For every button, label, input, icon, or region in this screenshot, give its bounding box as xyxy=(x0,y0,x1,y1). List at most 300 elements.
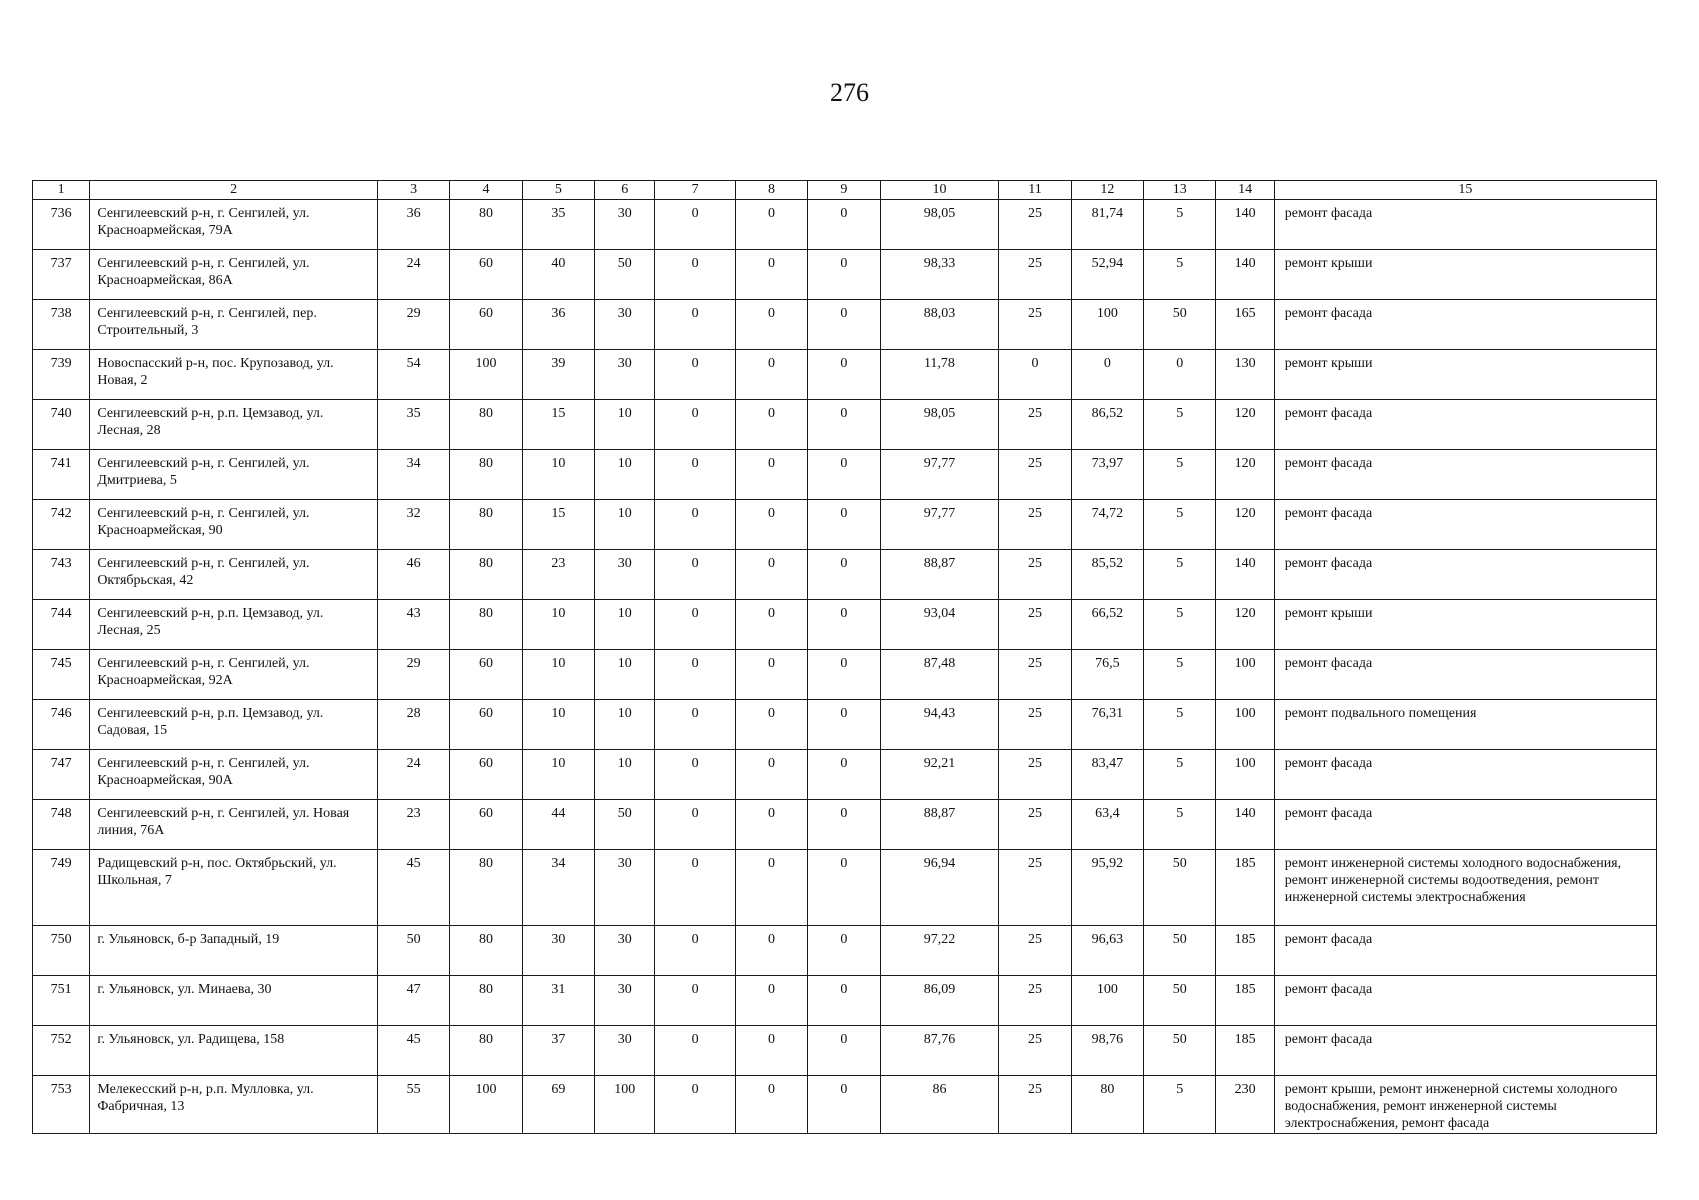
value-cell: 15 xyxy=(522,500,594,550)
value-cell: 93,04 xyxy=(880,600,999,650)
value-cell: 30 xyxy=(595,976,655,1026)
address-cell: Сенгилеевский р-н, г. Сенгилей, ул. Красноармейская, 79А xyxy=(90,200,378,250)
work-type-cell: ремонт фасада xyxy=(1274,976,1656,1026)
value-cell: 98,05 xyxy=(880,200,999,250)
table-row xyxy=(33,250,1657,300)
value-cell: 0 xyxy=(808,650,880,700)
address-cell: Сенгилеевский р-н, г. Сенгилей, ул. Красноармейская, 86А xyxy=(90,250,378,300)
value-cell: 5 xyxy=(1144,650,1216,700)
column-header: 2 xyxy=(90,181,378,200)
work-type-cell: ремонт фасада xyxy=(1274,400,1656,450)
value-cell: 0 xyxy=(735,350,807,400)
column-header: 7 xyxy=(655,181,735,200)
value-cell: 25 xyxy=(999,1076,1071,1134)
value-cell: 5 xyxy=(1144,700,1216,750)
value-cell: 25 xyxy=(999,800,1071,850)
value-cell: 0 xyxy=(735,450,807,500)
value-cell: 25 xyxy=(999,850,1071,926)
value-cell: 30 xyxy=(595,1026,655,1076)
value-cell: 100 xyxy=(450,1076,522,1134)
value-cell: 0 xyxy=(735,500,807,550)
value-cell: 0 xyxy=(735,926,807,976)
value-cell: 140 xyxy=(1216,800,1274,850)
column-header: 14 xyxy=(1216,181,1274,200)
value-cell: 25 xyxy=(999,750,1071,800)
value-cell: 96,94 xyxy=(880,850,999,926)
row-number-cell: 741 xyxy=(33,450,90,500)
value-cell: 25 xyxy=(999,926,1071,976)
value-cell: 87,76 xyxy=(880,1026,999,1076)
value-cell: 44 xyxy=(522,800,594,850)
value-cell: 25 xyxy=(999,200,1071,250)
value-cell: 5 xyxy=(1144,500,1216,550)
value-cell: 0 xyxy=(808,550,880,600)
row-number-cell: 738 xyxy=(33,300,90,350)
address-cell: Сенгилеевский р-н, р.п. Цемзавод, ул. Лесная, 28 xyxy=(90,400,378,450)
table-row xyxy=(33,550,1657,600)
value-cell: 50 xyxy=(1144,926,1216,976)
value-cell: 81,74 xyxy=(1071,200,1143,250)
table-row xyxy=(33,1026,1657,1076)
value-cell: 55 xyxy=(377,1076,449,1134)
value-cell: 80 xyxy=(450,400,522,450)
value-cell: 94,43 xyxy=(880,700,999,750)
address-cell: Сенгилеевский р-н, г. Сенгилей, ул. Красноармейская, 92А xyxy=(90,650,378,700)
value-cell: 87,48 xyxy=(880,650,999,700)
value-cell: 5 xyxy=(1144,400,1216,450)
value-cell: 31 xyxy=(522,976,594,1026)
value-cell: 0 xyxy=(808,800,880,850)
work-type-cell: ремонт фасада xyxy=(1274,650,1656,700)
value-cell: 10 xyxy=(595,750,655,800)
value-cell: 24 xyxy=(377,750,449,800)
address-cell: Новоспасский р-н, пос. Крупозавод, ул. Новая, 2 xyxy=(90,350,378,400)
row-number-cell: 745 xyxy=(33,650,90,700)
value-cell: 0 xyxy=(655,976,735,1026)
value-cell: 0 xyxy=(655,600,735,650)
value-cell: 25 xyxy=(999,1026,1071,1076)
value-cell: 25 xyxy=(999,600,1071,650)
value-cell: 80 xyxy=(450,500,522,550)
value-cell: 0 xyxy=(735,650,807,700)
value-cell: 0 xyxy=(808,400,880,450)
value-cell: 15 xyxy=(522,400,594,450)
value-cell: 0 xyxy=(735,750,807,800)
value-cell: 47 xyxy=(377,976,449,1026)
value-cell: 120 xyxy=(1216,400,1274,450)
value-cell: 5 xyxy=(1144,450,1216,500)
value-cell: 0 xyxy=(808,600,880,650)
value-cell: 80 xyxy=(450,200,522,250)
value-cell: 0 xyxy=(735,800,807,850)
value-cell: 37 xyxy=(522,1026,594,1076)
work-type-cell: ремонт инженерной системы холодного водоснабжения, ремонт инженерной системы водоотведения, ремонт инженерной системы электроснабжения xyxy=(1274,850,1656,926)
table-row xyxy=(33,1076,1657,1134)
value-cell: 66,52 xyxy=(1071,600,1143,650)
value-cell: 50 xyxy=(1144,300,1216,350)
column-header: 11 xyxy=(999,181,1071,200)
row-number-cell: 739 xyxy=(33,350,90,400)
value-cell: 0 xyxy=(808,250,880,300)
value-cell: 92,21 xyxy=(880,750,999,800)
data-table xyxy=(32,180,1657,1134)
value-cell: 29 xyxy=(377,300,449,350)
value-cell: 34 xyxy=(377,450,449,500)
value-cell: 100 xyxy=(595,1076,655,1134)
work-type-cell: ремонт фасада xyxy=(1274,450,1656,500)
value-cell: 0 xyxy=(808,1076,880,1134)
value-cell: 5 xyxy=(1144,550,1216,600)
value-cell: 83,47 xyxy=(1071,750,1143,800)
value-cell: 96,63 xyxy=(1071,926,1143,976)
value-cell: 0 xyxy=(735,200,807,250)
table-row xyxy=(33,500,1657,550)
table-row xyxy=(33,976,1657,1026)
page-number: 276 xyxy=(830,78,869,107)
table-row xyxy=(33,300,1657,350)
value-cell: 185 xyxy=(1216,850,1274,926)
value-cell: 100 xyxy=(1216,650,1274,700)
value-cell: 30 xyxy=(595,200,655,250)
table-row xyxy=(33,600,1657,650)
address-cell: г. Ульяновск, ул. Минаева, 30 xyxy=(90,976,378,1026)
value-cell: 80 xyxy=(450,600,522,650)
row-number-cell: 749 xyxy=(33,850,90,926)
value-cell: 76,5 xyxy=(1071,650,1143,700)
value-cell: 36 xyxy=(377,200,449,250)
value-cell: 0 xyxy=(655,450,735,500)
header-row xyxy=(33,181,1657,200)
value-cell: 0 xyxy=(1071,350,1143,400)
value-cell: 80 xyxy=(450,550,522,600)
value-cell: 80 xyxy=(1071,1076,1143,1134)
value-cell: 60 xyxy=(450,800,522,850)
work-type-cell: ремонт крыши xyxy=(1274,600,1656,650)
value-cell: 0 xyxy=(735,1026,807,1076)
work-type-cell: ремонт фасада xyxy=(1274,1026,1656,1076)
value-cell: 100 xyxy=(1071,976,1143,1026)
value-cell: 98,05 xyxy=(880,400,999,450)
value-cell: 5 xyxy=(1144,250,1216,300)
value-cell: 0 xyxy=(735,976,807,1026)
value-cell: 0 xyxy=(808,850,880,926)
column-header: 3 xyxy=(377,181,449,200)
value-cell: 0 xyxy=(655,700,735,750)
row-number-cell: 742 xyxy=(33,500,90,550)
row-number-cell: 752 xyxy=(33,1026,90,1076)
value-cell: 0 xyxy=(808,200,880,250)
value-cell: 46 xyxy=(377,550,449,600)
value-cell: 23 xyxy=(522,550,594,600)
table-row xyxy=(33,350,1657,400)
value-cell: 97,77 xyxy=(880,500,999,550)
address-cell: Сенгилеевский р-н, р.п. Цемзавод, ул. Садовая, 15 xyxy=(90,700,378,750)
value-cell: 0 xyxy=(735,400,807,450)
value-cell: 10 xyxy=(595,600,655,650)
row-number-cell: 740 xyxy=(33,400,90,450)
value-cell: 0 xyxy=(655,300,735,350)
value-cell: 88,87 xyxy=(880,550,999,600)
row-number-cell: 746 xyxy=(33,700,90,750)
value-cell: 97,77 xyxy=(880,450,999,500)
value-cell: 120 xyxy=(1216,600,1274,650)
value-cell: 25 xyxy=(999,700,1071,750)
value-cell: 76,31 xyxy=(1071,700,1143,750)
work-type-cell: ремонт фасада xyxy=(1274,926,1656,976)
value-cell: 30 xyxy=(595,350,655,400)
value-cell: 10 xyxy=(595,500,655,550)
value-cell: 86,09 xyxy=(880,976,999,1026)
value-cell: 165 xyxy=(1216,300,1274,350)
address-cell: Сенгилеевский р-н, г. Сенгилей, пер. Строительный, 3 xyxy=(90,300,378,350)
table-row xyxy=(33,400,1657,450)
column-header: 6 xyxy=(595,181,655,200)
value-cell: 0 xyxy=(735,1076,807,1134)
value-cell: 60 xyxy=(450,700,522,750)
value-cell: 230 xyxy=(1216,1076,1274,1134)
value-cell: 0 xyxy=(655,650,735,700)
value-cell: 63,4 xyxy=(1071,800,1143,850)
column-header: 5 xyxy=(522,181,594,200)
value-cell: 0 xyxy=(655,350,735,400)
value-cell: 0 xyxy=(808,926,880,976)
value-cell: 100 xyxy=(450,350,522,400)
value-cell: 23 xyxy=(377,800,449,850)
value-cell: 69 xyxy=(522,1076,594,1134)
value-cell: 36 xyxy=(522,300,594,350)
value-cell: 10 xyxy=(522,750,594,800)
table-row xyxy=(33,750,1657,800)
value-cell: 0 xyxy=(655,400,735,450)
column-header: 1 xyxy=(33,181,90,200)
address-cell: Мелекесский р-н, р.п. Мулловка, ул. Фабричная, 13 xyxy=(90,1076,378,1134)
value-cell: 25 xyxy=(999,650,1071,700)
value-cell: 30 xyxy=(595,850,655,926)
address-cell: Сенгилеевский р-н, г. Сенгилей, ул. Дмитриева, 5 xyxy=(90,450,378,500)
work-type-cell: ремонт крыши, ремонт инженерной системы холодного водоснабжения, ремонт инженерной системы электроснабжения, ремонт фасада xyxy=(1274,1076,1656,1134)
value-cell: 50 xyxy=(1144,1026,1216,1076)
value-cell: 30 xyxy=(522,926,594,976)
work-type-cell: ремонт крыши xyxy=(1274,250,1656,300)
address-cell: г. Ульяновск, б-р Западный, 19 xyxy=(90,926,378,976)
work-type-cell: ремонт фасада xyxy=(1274,550,1656,600)
value-cell: 28 xyxy=(377,700,449,750)
value-cell: 140 xyxy=(1216,200,1274,250)
value-cell: 74,72 xyxy=(1071,500,1143,550)
value-cell: 0 xyxy=(735,250,807,300)
value-cell: 100 xyxy=(1216,750,1274,800)
value-cell: 45 xyxy=(377,850,449,926)
value-cell: 140 xyxy=(1216,550,1274,600)
value-cell: 185 xyxy=(1216,926,1274,976)
value-cell: 185 xyxy=(1216,1026,1274,1076)
address-cell: Сенгилеевский р-н, р.п. Цемзавод, ул. Лесная, 25 xyxy=(90,600,378,650)
value-cell: 10 xyxy=(522,450,594,500)
value-cell: 60 xyxy=(450,300,522,350)
value-cell: 95,92 xyxy=(1071,850,1143,926)
work-type-cell: ремонт фасада xyxy=(1274,800,1656,850)
value-cell: 120 xyxy=(1216,450,1274,500)
value-cell: 10 xyxy=(522,600,594,650)
value-cell: 0 xyxy=(655,550,735,600)
value-cell: 25 xyxy=(999,500,1071,550)
value-cell: 35 xyxy=(377,400,449,450)
value-cell: 80 xyxy=(450,1026,522,1076)
value-cell: 86,52 xyxy=(1071,400,1143,450)
work-type-cell: ремонт подвального помещения xyxy=(1274,700,1656,750)
row-number-cell: 747 xyxy=(33,750,90,800)
table-row xyxy=(33,450,1657,500)
value-cell: 0 xyxy=(735,700,807,750)
value-cell: 85,52 xyxy=(1071,550,1143,600)
value-cell: 30 xyxy=(595,550,655,600)
value-cell: 45 xyxy=(377,1026,449,1076)
value-cell: 25 xyxy=(999,300,1071,350)
row-number-cell: 736 xyxy=(33,200,90,250)
address-cell: Радищевский р-н, пос. Октябрьский, ул. Школьная, 7 xyxy=(90,850,378,926)
value-cell: 50 xyxy=(595,800,655,850)
value-cell: 100 xyxy=(1071,300,1143,350)
value-cell: 39 xyxy=(522,350,594,400)
value-cell: 0 xyxy=(735,300,807,350)
work-type-cell: ремонт фасада xyxy=(1274,200,1656,250)
table-row xyxy=(33,926,1657,976)
value-cell: 0 xyxy=(735,600,807,650)
value-cell: 0 xyxy=(655,500,735,550)
value-cell: 50 xyxy=(1144,850,1216,926)
value-cell: 88,03 xyxy=(880,300,999,350)
value-cell: 34 xyxy=(522,850,594,926)
work-type-cell: ремонт крыши xyxy=(1274,350,1656,400)
column-header: 9 xyxy=(808,181,880,200)
table-body xyxy=(33,200,1657,1134)
value-cell: 73,97 xyxy=(1071,450,1143,500)
value-cell: 0 xyxy=(655,750,735,800)
value-cell: 88,87 xyxy=(880,800,999,850)
value-cell: 32 xyxy=(377,500,449,550)
value-cell: 0 xyxy=(808,976,880,1026)
value-cell: 50 xyxy=(595,250,655,300)
address-cell: Сенгилеевский р-н, г. Сенгилей, ул. Красноармейская, 90 xyxy=(90,500,378,550)
value-cell: 10 xyxy=(522,700,594,750)
value-cell: 25 xyxy=(999,976,1071,1026)
value-cell: 11,78 xyxy=(880,350,999,400)
value-cell: 0 xyxy=(808,750,880,800)
address-cell: Сенгилеевский р-н, г. Сенгилей, ул. Красноармейская, 90А xyxy=(90,750,378,800)
address-cell: Сенгилеевский р-н, г. Сенгилей, ул. Новая линия, 76А xyxy=(90,800,378,850)
value-cell: 0 xyxy=(655,850,735,926)
work-type-cell: ремонт фасада xyxy=(1274,500,1656,550)
value-cell: 54 xyxy=(377,350,449,400)
value-cell: 10 xyxy=(595,450,655,500)
value-cell: 29 xyxy=(377,650,449,700)
address-cell: г. Ульяновск, ул. Радищева, 158 xyxy=(90,1026,378,1076)
row-number-cell: 743 xyxy=(33,550,90,600)
value-cell: 40 xyxy=(522,250,594,300)
value-cell: 25 xyxy=(999,250,1071,300)
value-cell: 0 xyxy=(655,1026,735,1076)
work-type-cell: ремонт фасада xyxy=(1274,300,1656,350)
value-cell: 52,94 xyxy=(1071,250,1143,300)
value-cell: 140 xyxy=(1216,250,1274,300)
value-cell: 43 xyxy=(377,600,449,650)
value-cell: 0 xyxy=(808,500,880,550)
value-cell: 130 xyxy=(1216,350,1274,400)
value-cell: 25 xyxy=(999,550,1071,600)
value-cell: 0 xyxy=(655,250,735,300)
value-cell: 0 xyxy=(808,350,880,400)
value-cell: 0 xyxy=(655,1076,735,1134)
value-cell: 10 xyxy=(595,700,655,750)
column-header: 10 xyxy=(880,181,999,200)
value-cell: 10 xyxy=(595,400,655,450)
value-cell: 80 xyxy=(450,976,522,1026)
value-cell: 60 xyxy=(450,250,522,300)
table-row xyxy=(33,700,1657,750)
column-header: 12 xyxy=(1071,181,1143,200)
address-cell: Сенгилеевский р-н, г. Сенгилей, ул. Октябрьская, 42 xyxy=(90,550,378,600)
table-row xyxy=(33,650,1657,700)
value-cell: 80 xyxy=(450,450,522,500)
row-number-cell: 744 xyxy=(33,600,90,650)
value-cell: 0 xyxy=(999,350,1071,400)
value-cell: 50 xyxy=(1144,976,1216,1026)
value-cell: 0 xyxy=(735,850,807,926)
table-row xyxy=(33,200,1657,250)
table-row xyxy=(33,800,1657,850)
value-cell: 60 xyxy=(450,650,522,700)
row-number-cell: 753 xyxy=(33,1076,90,1134)
value-cell: 80 xyxy=(450,850,522,926)
value-cell: 35 xyxy=(522,200,594,250)
column-header: 8 xyxy=(735,181,807,200)
column-header: 15 xyxy=(1274,181,1656,200)
value-cell: 98,33 xyxy=(880,250,999,300)
value-cell: 0 xyxy=(655,200,735,250)
value-cell: 98,76 xyxy=(1071,1026,1143,1076)
value-cell: 10 xyxy=(522,650,594,700)
value-cell: 0 xyxy=(655,926,735,976)
value-cell: 97,22 xyxy=(880,926,999,976)
value-cell: 0 xyxy=(1144,350,1216,400)
column-header: 4 xyxy=(450,181,522,200)
value-cell: 86 xyxy=(880,1076,999,1134)
table-row xyxy=(33,850,1657,926)
value-cell: 5 xyxy=(1144,1076,1216,1134)
column-header: 13 xyxy=(1144,181,1216,200)
value-cell: 24 xyxy=(377,250,449,300)
value-cell: 0 xyxy=(808,1026,880,1076)
value-cell: 5 xyxy=(1144,800,1216,850)
value-cell: 120 xyxy=(1216,500,1274,550)
value-cell: 25 xyxy=(999,400,1071,450)
row-number-cell: 748 xyxy=(33,800,90,850)
value-cell: 100 xyxy=(1216,700,1274,750)
row-number-cell: 737 xyxy=(33,250,90,300)
value-cell: 10 xyxy=(595,650,655,700)
value-cell: 5 xyxy=(1144,200,1216,250)
value-cell: 0 xyxy=(808,300,880,350)
value-cell: 30 xyxy=(595,926,655,976)
value-cell: 80 xyxy=(450,926,522,976)
value-cell: 0 xyxy=(808,700,880,750)
row-number-cell: 750 xyxy=(33,926,90,976)
value-cell: 5 xyxy=(1144,600,1216,650)
value-cell: 0 xyxy=(735,550,807,600)
value-cell: 185 xyxy=(1216,976,1274,1026)
row-number-cell: 751 xyxy=(33,976,90,1026)
work-type-cell: ремонт фасада xyxy=(1274,750,1656,800)
